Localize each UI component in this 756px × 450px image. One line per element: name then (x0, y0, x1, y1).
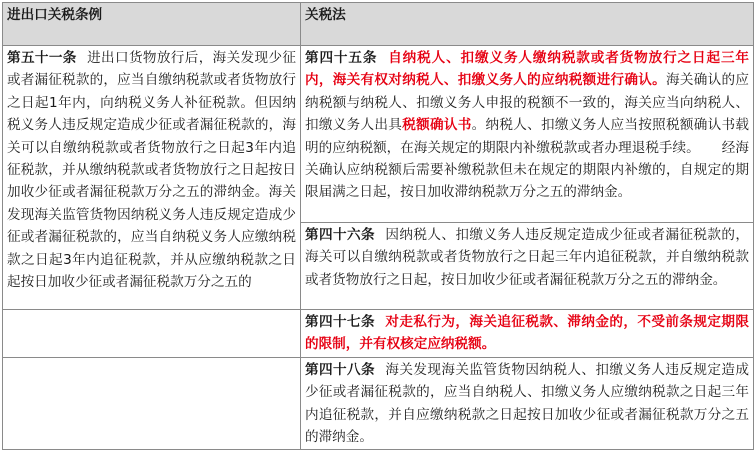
cell-article-45 (301, 46, 754, 223)
highlighted-text: 对走私行为，海关追征税款、滞纳金的，不受前条规定期限的限制，并有权核定应纳税额。 (305, 314, 749, 353)
cell-empty (3, 357, 301, 450)
cell-empty (3, 310, 301, 358)
article-text: 因纳税人、扣缴义务人违反规定造成少征或者漏征税款的，海关可以自缴纳税款或者货物放行之日起三年内追征税款，并自缴纳税款或者货物放行之日起，按日加收少征或者漏征税款万分之五的滞纳金。 (305, 227, 749, 288)
table-row (3, 46, 754, 223)
table-row (3, 310, 754, 358)
article-number: 第四十五条 (305, 50, 378, 66)
header-right: 关税法 (301, 3, 754, 46)
cell-article-46 (301, 223, 754, 310)
cell-article-51 (3, 46, 301, 310)
header-row (3, 3, 754, 46)
article-number: 第四十六条 (305, 227, 375, 243)
article-text: 进出口货物放行后，海关发现少征或者漏征税款的，应当自缴纳税款或者货物放行之日起1年内，向纳税义务人补征税款。但因纳税义务人违反规定造成少征或者漏征税款的，海关可以自缴纳税款或者货物放行之日起3年内追征税款，并从缴纳税款或者货物放行之日起按日加收少征或者漏征税款万分之五的滞纳金。海关发现海关监管货物因纳税义务人违反规定造成少征或者漏征税款的，应当自纳税义务人应缴纳税款之日起3年内追征税款，并从应缴纳税款之日起按日加收少征或者漏征税款万分之五的 (7, 50, 296, 291)
article-number: 第五十一条 (7, 50, 77, 66)
header-left: 进出口关税条例 (3, 3, 301, 46)
article-text: 。纳税人、扣缴义务人应当按照税额确认书载明的应纳税额，在海关规定的期限内补缴税款或者办理退税手续。 (305, 117, 750, 156)
article-number: 第四十八条 (305, 361, 375, 378)
article-text: 海关确认的应纳税额与纳税人、扣缴义务人申报的税额不一致的，海关应当向纳税人、扣缴义务人出具 (305, 72, 749, 134)
article-text: 海关发现海关监管货物因纳税人、扣缴义务人违反规定造成少征或者漏征税款的，应当自纳税人、扣缴义务人应缴纳税款之日起三年内追征税款，并自应缴纳税款之日起按日加收少征或者漏征税款万分之五的滞纳金。 (305, 361, 749, 446)
article-number: 第四十七条 (305, 314, 375, 330)
article-text: 经海关确认应纳税额后需要补缴税款但未在规定的期限内补缴的，自规定的期限届满之日起，按日加收滞纳税款万分之五的滞纳金。 (305, 139, 750, 201)
highlighted-text: 税额确认书 (402, 117, 472, 134)
highlighted-text: 自纳税人、扣缴义务人缴纳税款或者货物放行之日起三年内，海关有权对纳税人、扣缴义务人的应纳税额进行确认。 (305, 50, 750, 89)
table-row (3, 357, 754, 450)
cell-article-47 (301, 310, 754, 358)
regulation-comparison-table (2, 2, 754, 450)
cell-article-48 (301, 357, 754, 450)
